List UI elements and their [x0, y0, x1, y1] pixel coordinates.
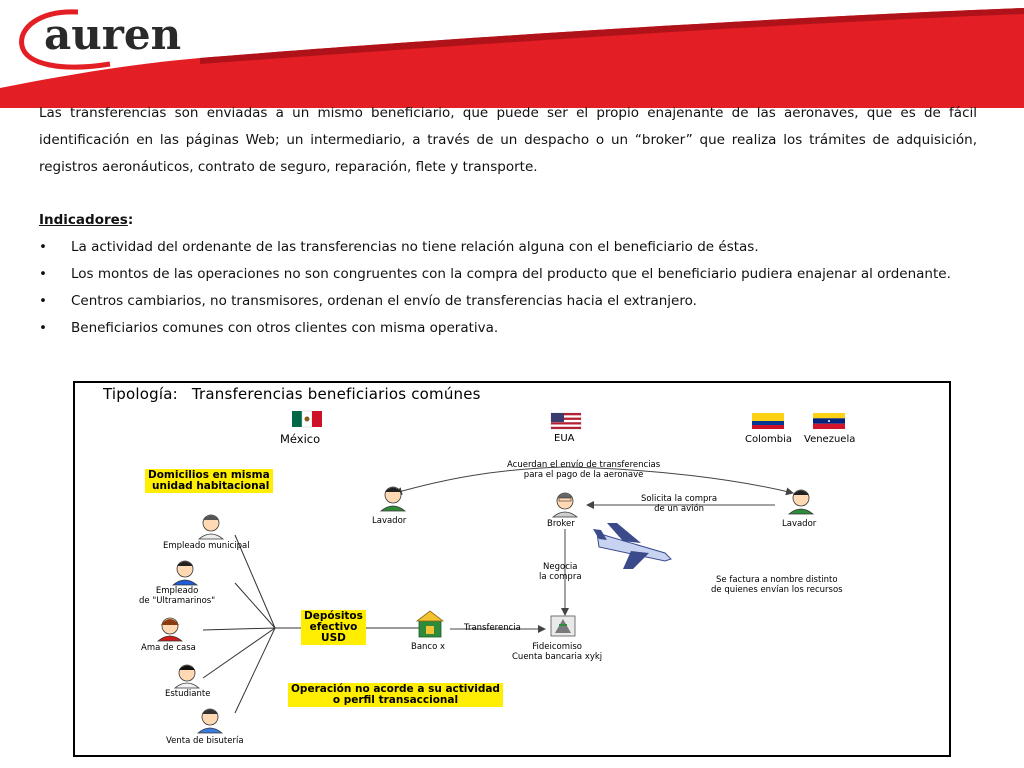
bullet-icon: • — [39, 293, 47, 309]
list-item: • Beneficiarios comunes con otros clientes con misma operativa. — [39, 315, 977, 342]
label-broker: Broker — [547, 519, 575, 529]
country-mexico: México — [280, 432, 321, 446]
typology-diagram — [73, 381, 951, 757]
label-acuerdan: Acuerdan el envío de transferencias para el pago de la aeronave — [507, 460, 661, 480]
label-transferencia: Transferencia — [464, 623, 521, 633]
diagram-title: Tipología: Transferencias beneficiarios comúnes — [103, 385, 481, 403]
indicators-heading: Indicadores: — [39, 212, 134, 228]
label-empleado-ultramarinos: Empleado de "Ultramarinos" — [139, 586, 216, 606]
label-banco: Banco x — [411, 642, 446, 652]
flow-arrows — [395, 467, 793, 629]
bank-icon — [417, 611, 443, 637]
person-icon — [158, 618, 182, 641]
label-factura: Se factura a nombre distinto de quienes envían los recursos — [711, 575, 843, 595]
country-colombia: Colombia — [745, 434, 792, 445]
label-lavador-right: Lavador — [782, 519, 817, 529]
person-icon — [173, 561, 197, 585]
airport-trust-icon — [551, 616, 575, 636]
highlight-domicilios: Domicilios en misma unidad habitacional — [145, 469, 273, 493]
body-text — [39, 100, 977, 342]
indicators-list — [39, 234, 977, 342]
label-ama-de-casa: Ama de casa — [141, 643, 196, 653]
person-icon — [789, 490, 813, 514]
person-icon — [198, 709, 222, 733]
label-venta-bisuteria: Venta de bisutería — [166, 736, 244, 746]
list-item: • Centros cambiarios, no transmisores, ordenan el envío de transferencias hacia el extranjero. — [39, 288, 977, 315]
label-lavador-left: Lavador — [372, 516, 407, 526]
label-empleado-municipal: Empleado municipal — [163, 541, 250, 551]
colombia-flag-icon — [752, 413, 784, 429]
label-solicita: Solicita la compra de un avión — [641, 494, 718, 514]
label-estudiante: Estudiante — [165, 689, 211, 699]
slide-header — [0, 0, 1024, 108]
highlight-depositos: Depósitos efectivo USD — [301, 610, 366, 645]
header-swoosh — [0, 0, 1024, 108]
person-icon — [199, 515, 223, 539]
intro-paragraph: Las transferencias son enviadas a un mismo beneficiario, que puede ser el propio enajenante de las aeronaves, que es de fácil identificación en las páginas Web; un intermediario, a través de un despacho o un “broker” que realiza los trámites de adquisición, registros aeronáuticos, contrato de seguro, reparación, flete y transporte. — [39, 105, 977, 175]
country-eua: EUA — [554, 433, 575, 444]
mexico-flag-icon — [292, 411, 322, 427]
label-negocia: Negocia la compra — [539, 562, 582, 582]
venezuela-flag-icon — [813, 413, 845, 429]
bullet-icon: • — [39, 266, 47, 282]
person-icon — [175, 665, 199, 688]
usa-flag-icon — [551, 413, 581, 429]
person-icon — [381, 487, 405, 511]
airplane-icon — [593, 523, 671, 569]
auren-logo: auren — [44, 10, 182, 59]
label-fideicomiso: Fideicomiso Cuenta bancaria xykj — [512, 642, 603, 662]
country-venezuela: Venezuela — [804, 434, 856, 445]
bullet-icon: • — [39, 320, 47, 336]
highlight-operacion: Operación no acorde a su actividad o perfil transaccional — [288, 683, 503, 707]
list-item: • La actividad del ordenante de las transferencias no tiene relación alguna con el beneficiario de éstas. — [39, 234, 977, 261]
list-item: • Los montos de las operaciones no son congruentes con la compra del producto que el beneficiario pudiera enajenar al ordenante. — [39, 261, 977, 288]
bullet-icon: • — [39, 239, 47, 255]
person-icon — [553, 493, 577, 517]
